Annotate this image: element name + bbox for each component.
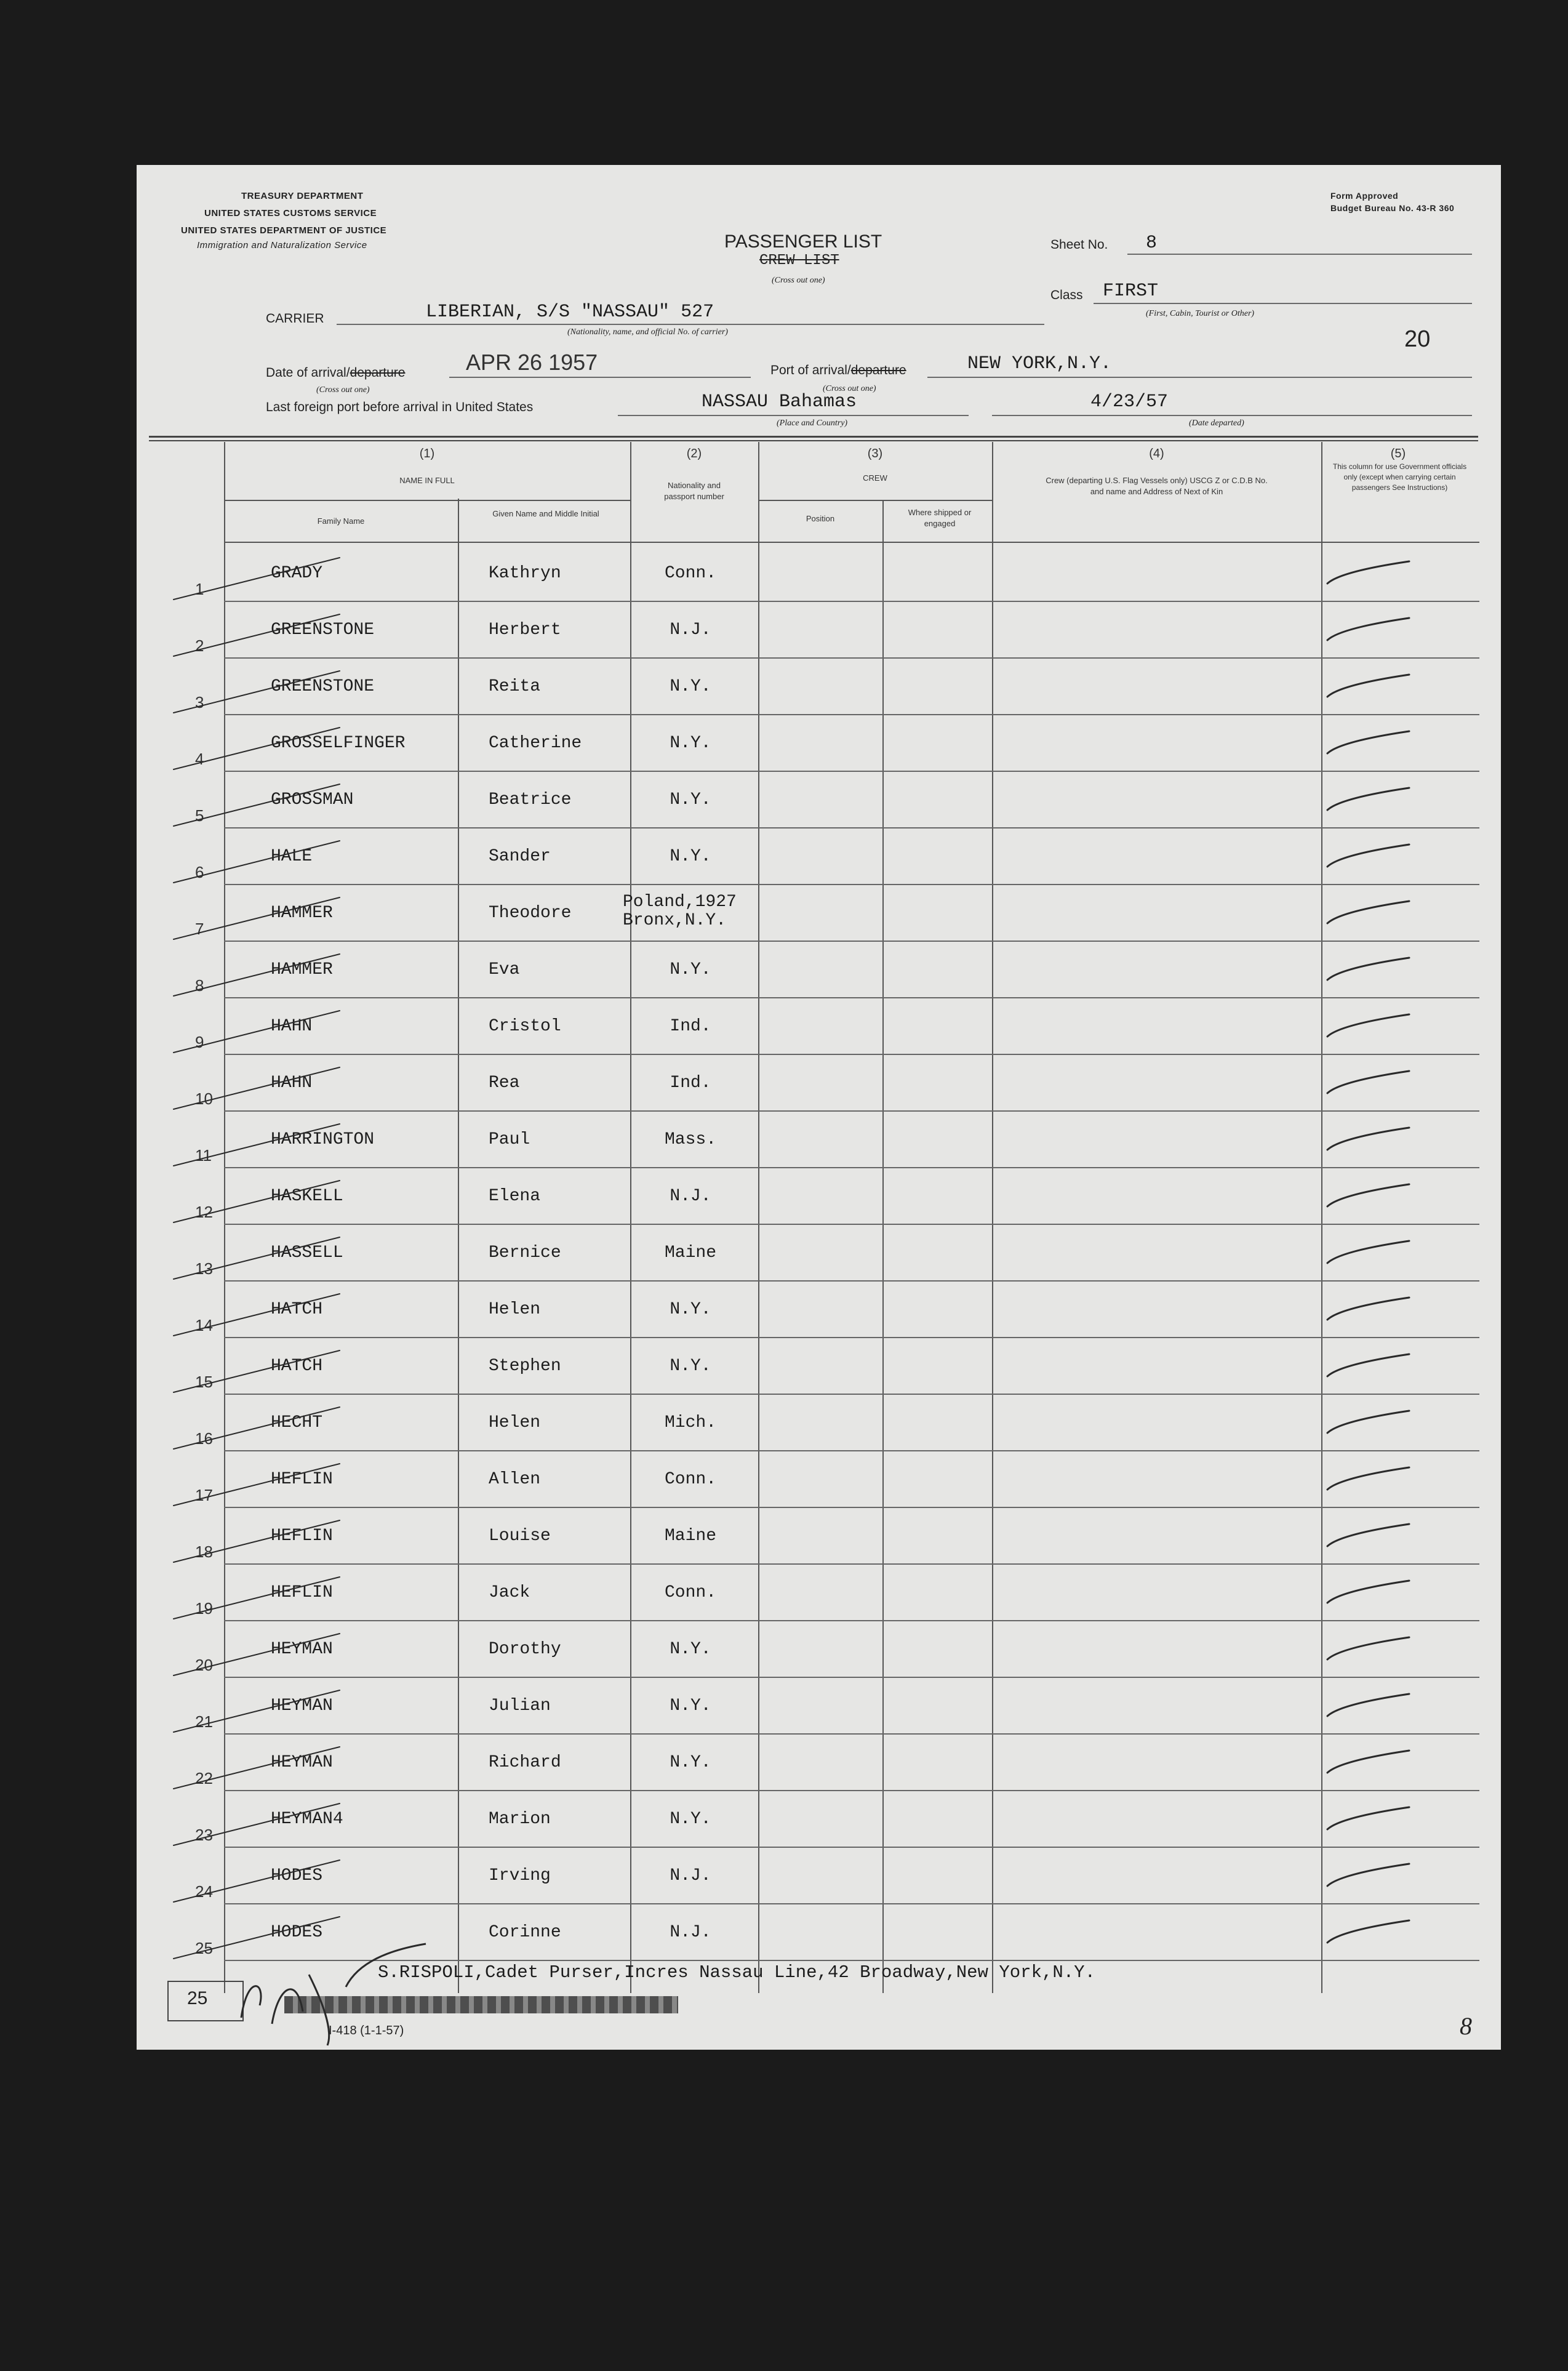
- col3-number: (3): [867, 447, 883, 460]
- col-given-name: Given Name and Middle Initial: [492, 509, 599, 518]
- given-name: Eva: [489, 960, 520, 979]
- corner-mark: 8: [1460, 2012, 1472, 2040]
- check-mark: [1327, 1694, 1409, 1716]
- row-slash-mark: [174, 1520, 340, 1562]
- row-slash-mark: [174, 1803, 340, 1845]
- row-number: 1: [195, 580, 204, 598]
- given-name: Julian: [489, 1696, 551, 1715]
- date-note: (Cross out one): [316, 385, 370, 395]
- given-name: Theodore: [489, 904, 572, 923]
- row-number: 12: [195, 1203, 213, 1221]
- handwritten-marks: [137, 165, 1501, 2050]
- row-number: 20: [195, 1656, 213, 1674]
- check-mark: [1327, 958, 1409, 980]
- check-mark: [1327, 1807, 1409, 1829]
- family-name: GRADY: [271, 564, 323, 583]
- form-approved: Form Approved: [1330, 191, 1399, 201]
- date-value: APR 26 1957: [466, 350, 598, 375]
- row-number: 7: [195, 920, 204, 938]
- sheet-value: 8: [1146, 233, 1158, 254]
- family-name: HEFLIN: [271, 1583, 333, 1602]
- row-number: 25: [195, 1939, 213, 1957]
- given-name: Irving: [489, 1866, 551, 1885]
- row-number: 9: [195, 1033, 204, 1051]
- nationality: N.Y.: [670, 1357, 711, 1376]
- check-mark: [1327, 1354, 1409, 1376]
- budget-bureau: Budget Bureau No. 43-R 360: [1330, 203, 1455, 213]
- family-name: HEFLIN: [271, 1470, 333, 1489]
- row-number: 16: [195, 1429, 213, 1448]
- check-mark: [1327, 1184, 1409, 1206]
- date-departed-value: 4/23/57: [1090, 391, 1169, 412]
- carrier-note: (Nationality, name, and official No. of carrier): [567, 327, 728, 337]
- given-name: Sander: [489, 847, 551, 866]
- check-mark: [1327, 618, 1409, 640]
- row-slash-mark: [174, 671, 340, 713]
- row-slash-mark: [174, 1181, 340, 1222]
- given-name: Corinne: [489, 1923, 561, 1942]
- row-number: 15: [195, 1373, 213, 1391]
- check-mark: [1327, 901, 1409, 923]
- count-box-value: 25: [187, 1988, 208, 2008]
- col3-title: CREW: [863, 473, 887, 483]
- page-title: PASSENGER LIST: [724, 231, 882, 252]
- family-name: HARRINGTON: [271, 1130, 375, 1149]
- family-name: HASSELL: [271, 1243, 343, 1262]
- row-slash-mark: [174, 728, 340, 769]
- check-mark: [1327, 1637, 1409, 1659]
- given-name: Cristol: [489, 1017, 561, 1036]
- row-slash-mark: [174, 558, 340, 600]
- col5-title: This column for use Government officials only (except when carrying certain passengers See Instructions): [1332, 462, 1467, 492]
- row-number: 22: [195, 1769, 213, 1787]
- date-departed-note: (Date departed): [1189, 419, 1244, 428]
- family-name: HEYMAN: [271, 1640, 333, 1659]
- passenger-list-page: [137, 165, 1501, 2050]
- row-slash-mark: [174, 1294, 340, 1336]
- port-note: (Cross out one): [823, 384, 876, 393]
- given-name: Reita: [489, 677, 541, 696]
- row-slash-mark: [174, 1747, 340, 1789]
- row-slash-mark: [174, 1124, 340, 1166]
- check-mark: [1327, 1241, 1409, 1263]
- row-slash-mark: [174, 1407, 340, 1449]
- family-name: HALE: [271, 847, 313, 866]
- row-slash-mark: [174, 1690, 340, 1732]
- col1-title: NAME IN FULL: [399, 476, 455, 485]
- family-name: HEYMAN: [271, 1696, 333, 1715]
- row-slash-mark: [174, 1237, 340, 1279]
- row-slash-mark: [174, 1350, 340, 1392]
- row-slash-mark: [174, 841, 340, 883]
- nationality: N.J.: [670, 1187, 711, 1206]
- family-name: HAHN: [271, 1073, 313, 1093]
- row-number: 13: [195, 1259, 213, 1278]
- nationality: N.Y.: [670, 677, 711, 696]
- check-mark: [1327, 731, 1409, 753]
- given-name: Dorothy: [489, 1640, 561, 1659]
- family-name: HEYMAN: [271, 1753, 333, 1772]
- nationality: N.Y.: [670, 960, 711, 979]
- row-number: 8: [195, 976, 204, 995]
- family-name: HODES: [271, 1923, 323, 1942]
- carrier-value: LIBERIAN, S/S "NASSAU" 527: [426, 302, 714, 323]
- col5-number: (5): [1390, 447, 1406, 460]
- nationality: Conn.: [664, 564, 716, 583]
- crew-list-struck: CREW LIST: [759, 252, 839, 269]
- col4-title: Crew (departing U.S. Flag Vessels only) USCG Z or C.D.B No. and name and Address of Next of Kin: [1046, 476, 1268, 496]
- check-mark: [1327, 1524, 1409, 1546]
- row-slash-mark: [174, 1634, 340, 1675]
- col-where-shipped: Where shipped or engaged: [908, 508, 972, 528]
- nationality: N.Y.: [670, 1753, 711, 1772]
- nationality: Conn.: [664, 1583, 716, 1602]
- family-name: GREENSTONE: [271, 677, 375, 696]
- check-mark: [1327, 1128, 1409, 1150]
- check-mark: [1327, 788, 1409, 810]
- col-position: Position: [806, 514, 835, 523]
- nationality: N.J.: [670, 1866, 711, 1885]
- row-number: 18: [195, 1543, 213, 1561]
- given-name: Catherine: [489, 734, 582, 753]
- row-number: 6: [195, 863, 204, 881]
- nationality: N.Y.: [670, 734, 711, 753]
- family-name: HAHN: [271, 1017, 313, 1036]
- nationality-line-2: Bronx,N.Y.: [623, 911, 727, 930]
- check-mark: [1327, 675, 1409, 697]
- row-slash-mark: [174, 1067, 340, 1109]
- dept-line-3: UNITED STATES DEPARTMENT OF JUSTICE: [181, 225, 387, 236]
- given-name: Louise: [489, 1527, 551, 1546]
- col2-number: (2): [686, 447, 702, 460]
- given-name: Paul: [489, 1130, 530, 1149]
- signer-line: S.RISPOLI,Cadet Purser,Incres Nassau Line,42 Broadway,New York,N.Y.: [378, 1962, 1095, 1983]
- last-port-value: NASSAU Bahamas: [702, 391, 857, 412]
- nationality: Conn.: [664, 1470, 716, 1489]
- col1-number: (1): [419, 447, 435, 460]
- last-port-label: Last foreign port before arrival in United States: [266, 400, 534, 414]
- row-number: 4: [195, 750, 204, 768]
- check-mark: [1327, 1298, 1409, 1320]
- col4-number: (4): [1149, 447, 1164, 460]
- row-number: 24: [195, 1882, 213, 1901]
- nationality: N.J.: [670, 620, 711, 640]
- col-family-name: Family Name: [317, 516, 365, 526]
- family-name: HAMMER: [271, 904, 333, 923]
- nationality: Maine: [664, 1243, 716, 1262]
- family-name: HAMMER: [271, 960, 333, 979]
- given-name: Bernice: [489, 1243, 561, 1262]
- check-mark: [1327, 1920, 1409, 1943]
- nationality: Mass.: [664, 1130, 716, 1149]
- carrier-label: CARRIER: [266, 311, 324, 326]
- given-name: Herbert: [489, 620, 561, 640]
- dept-line-1: TREASURY DEPARTMENT: [241, 191, 364, 201]
- family-name: GROSSELFINGER: [271, 734, 406, 753]
- given-name: Elena: [489, 1187, 541, 1206]
- family-name: HEFLIN: [271, 1527, 333, 1546]
- given-name: Rea: [489, 1073, 520, 1093]
- check-mark: [1327, 1864, 1409, 1886]
- class-value: FIRST: [1103, 281, 1159, 302]
- family-name: HEYMAN4: [271, 1810, 343, 1829]
- given-name: Helen: [489, 1300, 541, 1319]
- nationality: Mich.: [664, 1413, 716, 1432]
- row-number: 10: [195, 1089, 213, 1108]
- row-slash-mark: [174, 784, 340, 826]
- given-name: Jack: [489, 1583, 530, 1602]
- check-mark: [1327, 1071, 1409, 1093]
- row-number: 21: [195, 1712, 213, 1731]
- nationality: Poland,1927: [623, 893, 737, 912]
- page-number: 20: [1404, 326, 1431, 352]
- family-name: HATCH: [271, 1357, 323, 1376]
- col2-title: Nationality and passport number: [664, 481, 724, 501]
- last-port-note: (Place and Country): [777, 419, 848, 428]
- nationality: N.J.: [670, 1923, 711, 1942]
- check-mark: [1327, 1581, 1409, 1603]
- check-mark: [1327, 1467, 1409, 1490]
- port-label-struck: departure: [850, 363, 906, 377]
- check-mark: [1327, 1014, 1409, 1037]
- date-label-prefix: Date of arrival/: [266, 366, 350, 380]
- port-label-prefix: Port of arrival/: [770, 363, 851, 377]
- row-slash-mark: [174, 1011, 340, 1053]
- row-number: 2: [195, 636, 204, 655]
- class-note: (First, Cabin, Tourist or Other): [1146, 309, 1255, 318]
- nationality: Ind.: [670, 1073, 711, 1093]
- dept-line-4: Immigration and Naturalization Service: [197, 240, 367, 251]
- row-slash-mark: [174, 1577, 340, 1619]
- family-name: HODES: [271, 1866, 323, 1885]
- check-mark: [1327, 1751, 1409, 1773]
- title-note: (Cross out one): [772, 276, 825, 285]
- date-label-struck: departure: [350, 366, 406, 380]
- family-name: HATCH: [271, 1300, 323, 1319]
- dept-line-2: UNITED STATES CUSTOMS SERVICE: [204, 208, 377, 219]
- nationality: N.Y.: [670, 1810, 711, 1829]
- class-label: Class: [1050, 288, 1083, 302]
- row-slash-mark: [174, 1464, 340, 1506]
- family-name: HECHT: [271, 1413, 323, 1432]
- given-name: Allen: [489, 1470, 541, 1489]
- row-slash-mark: [174, 954, 340, 996]
- row-number: 5: [195, 806, 204, 825]
- row-number: 23: [195, 1826, 213, 1844]
- given-name: Richard: [489, 1753, 561, 1772]
- row-number: 17: [195, 1486, 213, 1504]
- row-number: 14: [195, 1316, 213, 1334]
- nationality: N.Y.: [670, 847, 711, 866]
- row-slash-mark: [174, 614, 340, 656]
- row-number: 3: [195, 693, 204, 712]
- family-name: HASKELL: [271, 1187, 343, 1206]
- family-name: GREENSTONE: [271, 620, 375, 640]
- row-number: 19: [195, 1599, 213, 1618]
- given-name: Marion: [489, 1810, 551, 1829]
- given-name: Kathryn: [489, 564, 561, 583]
- port-value: NEW YORK,N.Y.: [967, 353, 1112, 374]
- row-slash-mark: [174, 1860, 340, 1902]
- form-number: I-418 (1-1-57): [329, 2024, 404, 2037]
- nationality: N.Y.: [670, 1640, 711, 1659]
- check-mark: [1327, 1411, 1409, 1433]
- nationality: N.Y.: [670, 1696, 711, 1715]
- nationality: N.Y.: [670, 790, 711, 809]
- given-name: Beatrice: [489, 790, 572, 809]
- check-mark: [1327, 561, 1409, 584]
- row-number: 11: [195, 1146, 212, 1165]
- nationality: N.Y.: [670, 1300, 711, 1319]
- row-slash-mark: [174, 897, 340, 939]
- given-name: Stephen: [489, 1357, 561, 1376]
- family-name: GROSSMAN: [271, 790, 354, 809]
- check-mark: [1327, 844, 1409, 867]
- nationality: Ind.: [670, 1017, 711, 1036]
- nationality: Maine: [664, 1527, 716, 1546]
- signature-scribble: [229, 1938, 450, 2048]
- sheet-label: Sheet No.: [1050, 238, 1108, 252]
- given-name: Helen: [489, 1413, 541, 1432]
